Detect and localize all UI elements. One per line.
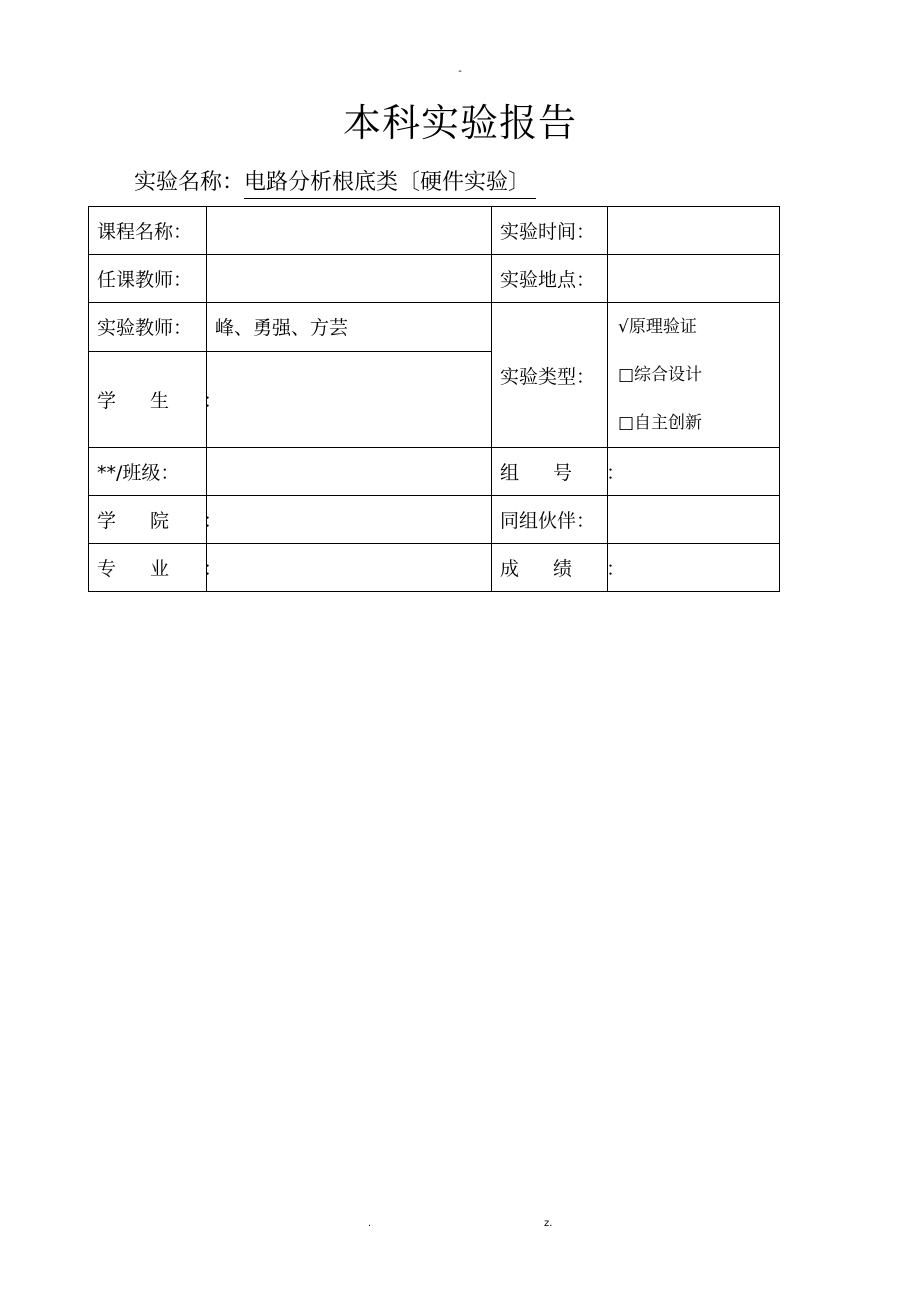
experiment-type-options [608,303,780,448]
college-field[interactable] [207,496,492,544]
lab-teachers-field[interactable]: 峰、勇强、方芸 [207,303,492,352]
table-row [89,496,780,544]
major-label: 专 业 ： [89,544,207,592]
experiment-type-label: 实验类型： [492,303,608,448]
experiment-location-field[interactable] [608,255,780,303]
group-number-label: 组 号 ： [492,448,608,496]
experiment-location-label: 实验地点： [492,255,608,303]
major-field[interactable] [207,544,492,592]
footer-right-mark: z. [544,1218,553,1229]
option-principle-verification[interactable]: √原理验证 [618,317,697,337]
lecturer-field[interactable] [207,255,492,303]
student-field[interactable] [207,351,492,447]
page-title: 本科实验报告 [342,101,577,145]
table-row [89,544,780,592]
student-label: 学 生 ： [89,351,207,447]
lecturer-label: 任课教师： [89,255,207,303]
option-comprehensive-design[interactable]: □综合设计 [618,365,703,385]
table-row [89,448,780,496]
partner-label: 同组伙伴： [492,496,608,544]
header-mark: - [458,66,462,77]
course-name-label: 课程名称： [89,207,207,255]
id-class-field[interactable] [207,448,492,496]
footer-left-mark: . [368,1218,372,1229]
report-info-table [88,206,780,592]
college-label: 学 院 ： [89,496,207,544]
experiment-time-field[interactable] [608,207,780,255]
table-row [89,303,780,352]
table-row [89,255,780,303]
lab-teachers-label: 实验教师： [89,303,207,352]
course-name-field[interactable] [207,207,492,255]
experiment-name-row [134,168,536,199]
option-independent-innovation[interactable]: □自主创新 [618,413,703,433]
grade-label: 成 绩 ： [492,544,608,592]
table-row [89,207,780,255]
experiment-name-label: 实验名称： [134,170,245,195]
partner-field[interactable] [608,496,780,544]
experiment-name-value: 电路分析根底类〔硬件实验〕 [244,168,536,199]
id-class-label: **/班级： [89,448,207,496]
experiment-time-label: 实验时间： [492,207,608,255]
